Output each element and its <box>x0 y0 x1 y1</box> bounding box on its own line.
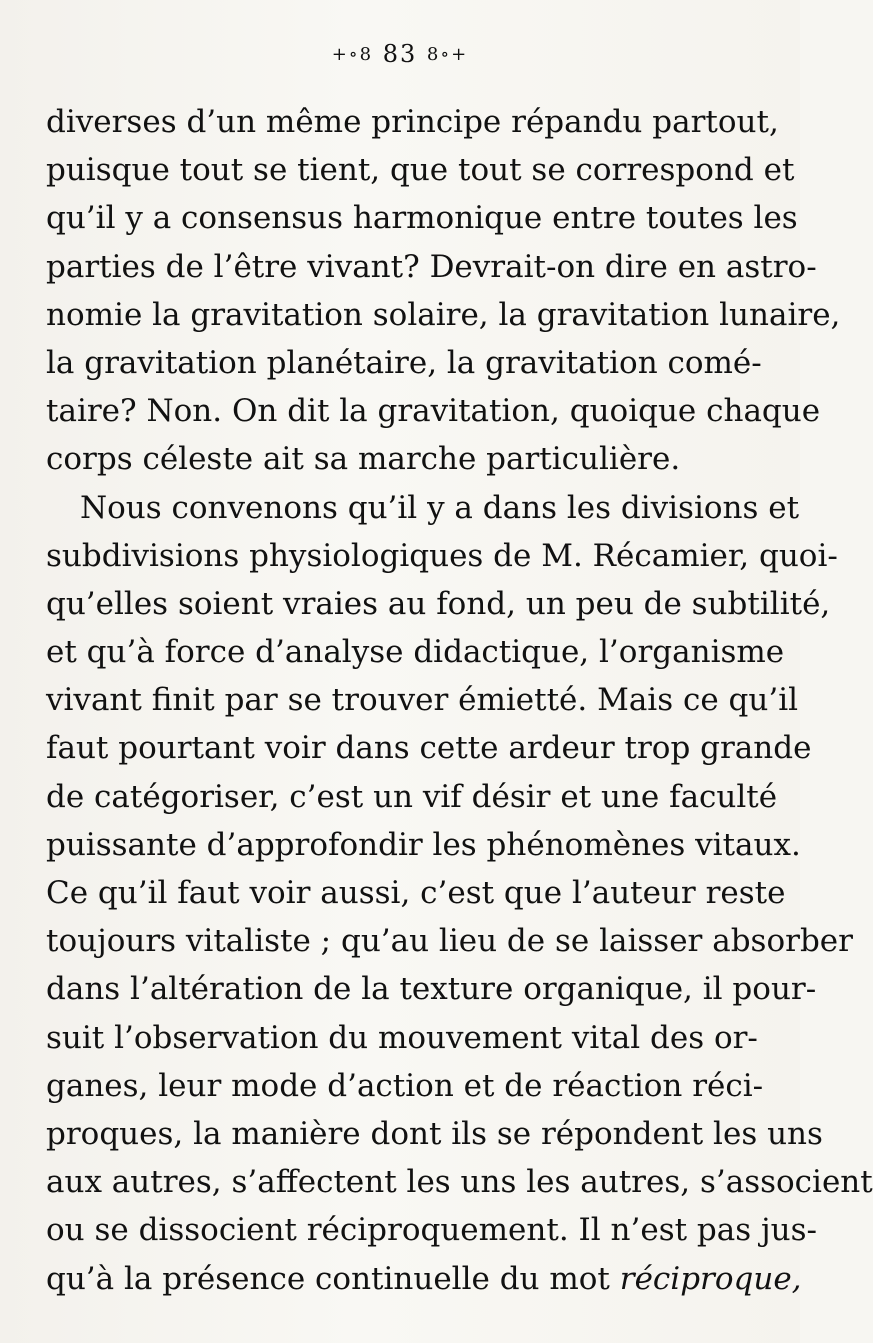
text-line: qu’elles soient vraies au fond, un peu de subtilité, <box>46 585 831 622</box>
text-line: et qu’à force d’analyse didactique, l’organisme <box>46 634 785 671</box>
left-ornament: +∘8 <box>331 44 374 65</box>
text-line: Nous convenons qu’il y a dans les divisions et <box>80 489 800 526</box>
text-line: la gravitation planétaire, la gravitation comé- <box>46 344 762 381</box>
text-line: corps céleste ait sa marche particulière. <box>46 441 681 478</box>
text-line: vivant finit par se trouver émietté. Mais ce qu’il <box>46 682 799 719</box>
text-line: ou se dissocient réciproquement. Il n’est pas jus- <box>46 1212 817 1249</box>
paragraph-2 <box>46 484 873 1303</box>
final-line-text: qu’à la présence continuelle du mot <box>46 1260 610 1297</box>
text-line: diverses d’un même principe répandu partout, <box>46 104 779 140</box>
text-line: de catégoriser, c’est un vif désir et une faculté <box>46 778 778 815</box>
text-line: taire? Non. On dit la gravitation, quoique chaque <box>46 393 821 430</box>
italic-word: réciproque, <box>619 1260 802 1297</box>
text-line: subdivisions physiologiques de M. Récamier, quoi- <box>46 537 838 574</box>
text-line: parties de l’être vivant? Devrait-on dire en astro- <box>46 248 817 285</box>
text-line: puissante d’approfondir les phénomènes vitaux. <box>46 826 801 863</box>
text-line: Ce qu’il faut voir aussi, c’est que l’auteur reste <box>46 875 786 911</box>
text-line: faut pourtant voir dans cette ardeur trop grande <box>46 730 812 767</box>
right-ornament: 8∘+ <box>426 44 469 65</box>
text-line: puisque tout se tient, que tout se correspond et <box>46 152 795 189</box>
paragraph-1 <box>46 98 841 484</box>
text-line-final <box>46 1255 802 1303</box>
text-line: suit l’observation du mouvement vital des or- <box>46 1019 758 1056</box>
text-line: proques, la manière dont ils se répondent les uns <box>46 1115 823 1152</box>
text-line: ganes, leur mode d’action et de réaction réci- <box>46 1067 764 1104</box>
text-line: dans l’altération de la texture organique, il pour- <box>46 971 817 1008</box>
page-header <box>0 34 800 75</box>
text-line: nomie la gravitation solaire, la gravitation lunaire, <box>46 296 841 333</box>
body-text <box>46 98 873 1303</box>
page-number: 83 <box>382 40 418 68</box>
text-line: toujours vitaliste ; qu’au lieu de se laisser absorber <box>46 923 853 960</box>
text-line: aux autres, s’affectent les uns les autres, s’associent <box>46 1164 873 1201</box>
text-line: qu’il y a consensus harmonique entre toutes les <box>46 200 798 237</box>
